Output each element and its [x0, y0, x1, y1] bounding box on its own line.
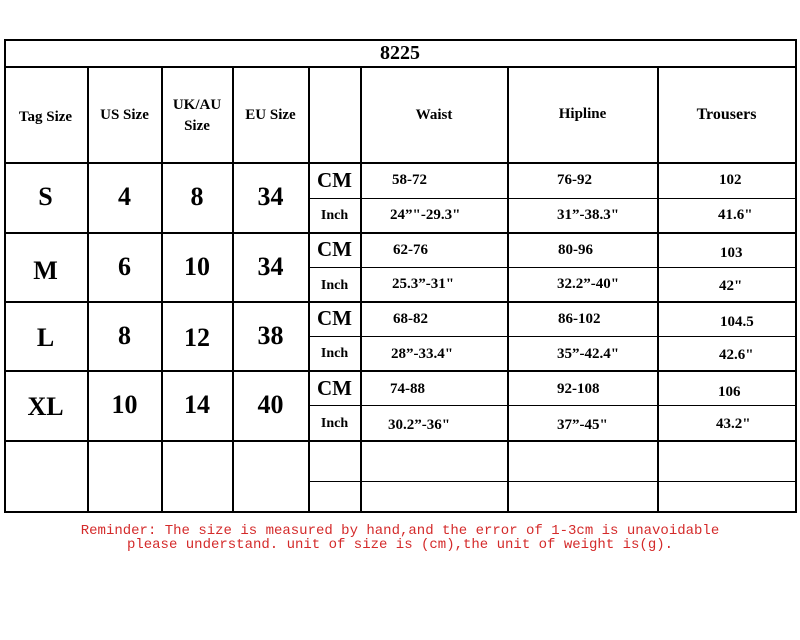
col-divider-5: [360, 66, 362, 513]
trousers-inch-s: 41.6": [718, 207, 753, 223]
trousers-cm-s: 102: [719, 172, 742, 188]
uk-size-s: 8: [190, 182, 204, 212]
eu-size-xl: 40: [257, 389, 284, 419]
trousers-inch-l: 42.6": [719, 347, 754, 363]
header-ukau-line1: UK/AU: [172, 97, 222, 113]
trousers-inch-xl: 43.2": [716, 416, 751, 432]
us-size-xl: 10: [111, 389, 138, 419]
hip-cm-m: 80-96: [558, 242, 593, 258]
table-border-right: [795, 39, 797, 513]
waist-cm-l: 68-82: [393, 311, 428, 327]
uk-size-m: 10: [184, 251, 210, 281]
unit-cm-l: CM: [317, 306, 352, 331]
tag-size-xl: XL: [27, 391, 64, 421]
hip-cm-l: 86-102: [558, 311, 601, 327]
hip-inch-l: 35”-42.4": [557, 346, 620, 362]
tag-size-m: M: [33, 255, 58, 285]
trousers-cm-m: 103: [720, 245, 743, 261]
us-size-m: 6: [118, 251, 131, 281]
unit-cm-xl: CM: [317, 376, 352, 401]
header-us-size: US Size: [100, 106, 149, 123]
waist-cm-m: 62-76: [393, 242, 428, 258]
col-divider-6: [507, 66, 509, 513]
reminder-line-1: Reminder: The size is measured by hand,and the error of 1-3cm is unavoidable: [80, 523, 720, 539]
hip-cm-xl: 92-108: [557, 381, 600, 397]
waist-cm-s: 58-72: [392, 172, 427, 188]
uk-size-xl: 14: [184, 389, 210, 419]
hip-cm-s: 76-92: [557, 172, 592, 188]
unit-cm-s: CM: [317, 167, 352, 192]
header-hipline: Hipline: [558, 105, 607, 122]
hip-inch-m: 32.2”-40": [557, 276, 620, 292]
eu-size-m: 34: [257, 251, 284, 281]
eu-size-l: 38: [257, 320, 284, 350]
waist-inch-l: 28”-33.4": [391, 346, 454, 362]
waist-inch-m: 25.3”-31": [392, 276, 455, 292]
unit-inch-l: Inch: [320, 346, 349, 362]
unit-cm-m: CM: [317, 237, 352, 262]
waist-inch-s: 24”"-29.3": [390, 207, 461, 223]
header-ukau-line2: Size: [184, 118, 210, 134]
tag-size-l: L: [36, 322, 55, 352]
hip-inch-s: 31”-38.3": [557, 207, 620, 223]
eu-size-s: 34: [257, 182, 284, 212]
unit-inch-xl: Inch: [320, 415, 349, 431]
header-eu-size: EU Size: [245, 106, 296, 123]
reminder-line-2: please understand. unit of size is (cm),the unit of weight is(g).: [126, 537, 674, 553]
table-border-bottom: [4, 511, 796, 513]
unit-inch-s: Inch: [320, 207, 349, 223]
trousers-cm-xl: 106: [718, 384, 741, 400]
header-ukau-size: [162, 88, 232, 144]
uk-size-l: 12: [184, 322, 210, 352]
us-size-l: 8: [118, 320, 131, 350]
hip-inch-xl: 37”-45": [557, 417, 608, 433]
us-size-s: 4: [118, 182, 131, 212]
header-waist: Waist: [415, 106, 453, 123]
chart-title: 8225: [380, 42, 420, 64]
trousers-inch-m: 42": [719, 278, 743, 294]
trousers-cm-l: 104.5: [720, 314, 754, 330]
tag-size-s: S: [38, 182, 53, 212]
waist-cm-xl: 74-88: [390, 381, 425, 397]
header-trousers: Trousers: [696, 105, 757, 123]
subrow-divider-empty: [309, 481, 796, 482]
col-divider-7: [657, 66, 659, 513]
waist-inch-xl: 30.2”-36": [388, 417, 451, 433]
unit-inch-m: Inch: [320, 278, 349, 294]
header-tag-size: Tag Size: [18, 108, 73, 125]
